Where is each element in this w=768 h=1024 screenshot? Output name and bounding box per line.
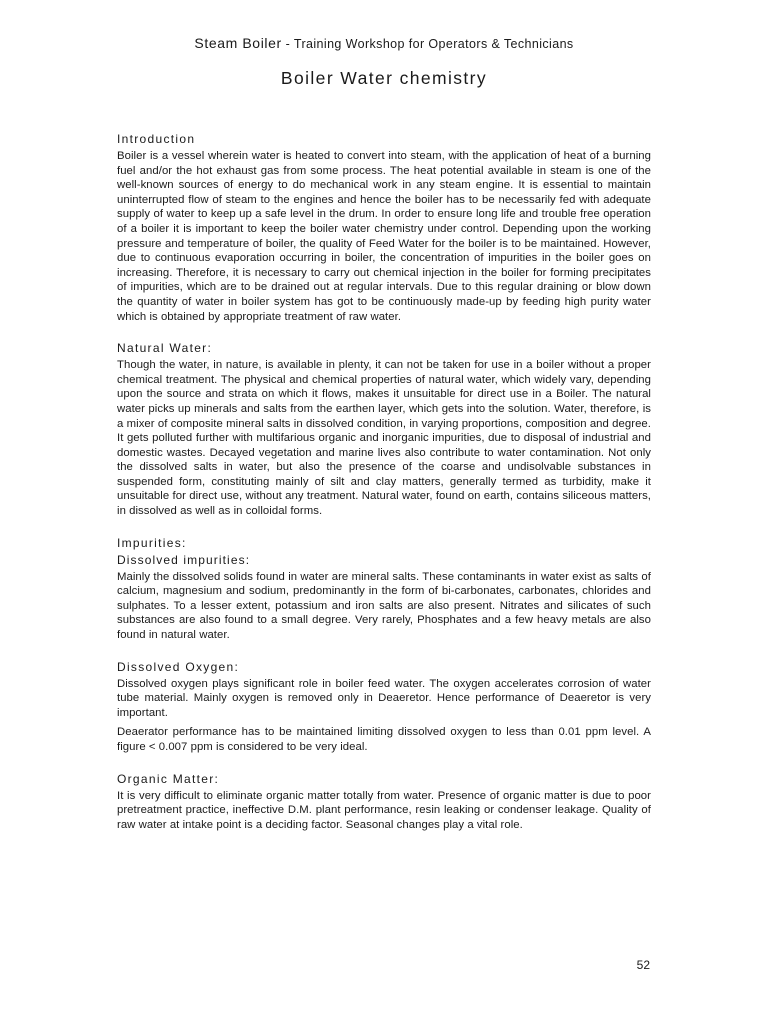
running-header bbox=[0, 35, 768, 51]
section-spacer bbox=[117, 324, 651, 341]
running-header-subtitle: Training Workshop for Operators & Technicians bbox=[293, 37, 574, 51]
page-number: 52 bbox=[636, 958, 650, 972]
dissolved-oxygen-paragraph-2: Deaerator performance has to be maintained limiting dissolved oxygen to less than 0.01 ppm level. A figure < 0.007 ppm is considered to be very ideal. bbox=[117, 726, 651, 753]
section-spacer bbox=[117, 519, 651, 536]
document-title: Boiler Water chemistry bbox=[280, 68, 488, 88]
section-impurities bbox=[117, 536, 651, 643]
dissolved-impurities-subheading: Dissolved impurities: bbox=[117, 552, 251, 567]
natural-water-paragraph: Though the water, in nature, is available in plenty, it can not be taken for use in a boiler without a proper chemical treatment. The physical and chemical properties of natural water, which widely vary, depending upon the source and strata on which it flows, makes it unsuitable for direct use in a Boiler. The natural water picks up minerals and salts from the earthen layer, which gets into the solution. Water, therefore, is a mixer of composite mineral salts in dissolved condition, in varying proportions, composition and degree. It gets polluted further with multifarious organic and inorganic impurities, due to disposal of industrial and domestic wastes. Decayed vegetation and marine lives also contribute to water contamination. Not only the dissolved salts in water, but also the presence of the coarse and undisolvable substances in suspended form, constituting mainly of silt and clay matters, generally termed as turbidity, make it unsuitable for direct use, without any treatment. Natural water, found on earth, contains siliceous matters, in dissolved as well as in colloidal forms. bbox=[117, 359, 651, 518]
impurities-heading: Impurities: bbox=[117, 535, 187, 550]
section-organic-matter bbox=[117, 772, 651, 833]
running-header-main: Steam Boiler bbox=[194, 35, 282, 51]
dissolved-oxygen-heading: Dissolved Oxygen: bbox=[117, 659, 240, 674]
organic-matter-paragraph: It is very difficult to eliminate organic matter totally from water. Presence of organic matter is due to poor pretreatment practice, ineffective D.M. plant performance, resin leaking or condenser leakage. Quality of raw water at intake point is a deciding factor. Seasonal changes play a vital role. bbox=[117, 789, 651, 831]
document-body bbox=[117, 132, 651, 832]
natural-water-heading: Natural Water: bbox=[117, 341, 213, 356]
introduction-paragraph: Boiler is a vessel wherein water is heated to convert into steam, with the application of heat of a burning fuel and/or the hot exhaust gas from some process. The heat potential available in steam is one of the well-known sources of energy to do mechanical work in any steam engine. It is essential to maintain uninterrupted flow of steam to the engines and hence the boiler has to be necessarily fed with adequate supply of water to keep up a safe level in the drum. In order to ensure long life and trouble free operation of a boiler it is important to keep the boiler water chemistry under control. Depending upon the working pressure and temperature of boiler, the quality of Feed Water for the boiler is to be maintained. However, due to continuous evaporation occurring in boiler, the concentration of impurities in the boiler goes on increasing. Therefore, it is necessary to carry out chemical injection in the boiler for forming precipitates of impurities, which are to be drained out at regular intervals. Due to this regular draining or blow down the quantity of water in boiler system has got to be continuously made-up by feeding high purity water which is obtained by appropriate treatment of raw water. bbox=[117, 150, 651, 323]
section-spacer bbox=[117, 643, 651, 660]
dissolved-oxygen-paragraph-1: Dissolved oxygen plays significant role in boiler feed water. The oxygen accelerates corrosion of water tube material. Mainly oxygen is removed only in Deaeretor. Hence performance of Deaeretor is very important. bbox=[117, 677, 651, 719]
section-natural-water bbox=[117, 341, 651, 519]
section-introduction bbox=[117, 132, 651, 324]
section-dissolved-oxygen bbox=[117, 660, 651, 755]
section-spacer bbox=[117, 755, 651, 772]
dissolved-impurities-paragraph: Mainly the dissolved solids found in water are mineral salts. These contaminants in water exist as salts of calcium, magnesium and sodium, predominantly in the form of bi-carbonates, carbonates, chlorides and sulphates. To a lesser extent, potassium and iron salts are also present. Nitrates and silicates of such substances are also found to a small degree. Very rarely, Phosphates and a few heavy metals are also found in natural water. bbox=[117, 570, 651, 642]
introduction-heading: Introduction bbox=[117, 132, 196, 146]
organic-matter-heading: Organic Matter: bbox=[117, 771, 220, 786]
running-header-separator: - bbox=[281, 37, 294, 51]
